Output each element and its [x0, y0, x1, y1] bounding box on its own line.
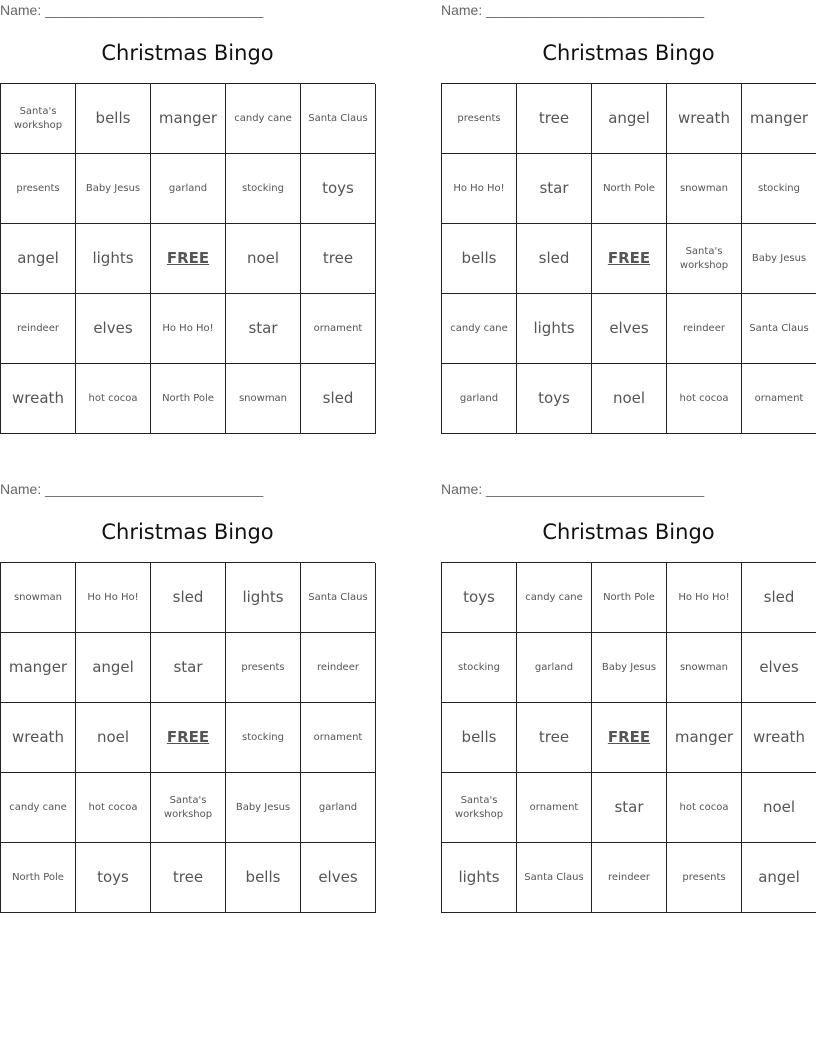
bingo-cell: stocking — [226, 703, 301, 773]
bingo-cell: North Pole — [592, 154, 667, 224]
bingo-cell: garland — [301, 773, 376, 843]
bingo-grid — [441, 83, 816, 434]
bingo-cell: presents — [1, 154, 76, 224]
bingo-cell: elves — [76, 294, 151, 364]
bingo-cell: garland — [151, 154, 226, 224]
bingo-cell: candy cane — [442, 294, 517, 364]
bingo-grid — [0, 83, 375, 434]
bingo-cell: angel — [1, 224, 76, 294]
bingo-cell: Santa's workshop — [151, 773, 226, 843]
card-title: Christmas Bingo — [542, 520, 715, 544]
bingo-cell: stocking — [226, 154, 301, 224]
bingo-cell: reindeer — [592, 843, 667, 913]
bingo-cell: wreath — [742, 703, 816, 773]
bingo-cell: North Pole — [592, 563, 667, 633]
free-space: FREE — [151, 224, 226, 294]
bingo-cell: angel — [76, 633, 151, 703]
bingo-cell: noel — [592, 364, 667, 434]
bingo-cell: wreath — [1, 703, 76, 773]
bingo-cell: elves — [742, 633, 816, 703]
bingo-cell: Santa Claus — [742, 294, 816, 364]
bingo-cell: bells — [226, 843, 301, 913]
bingo-cell: tree — [517, 84, 592, 154]
bingo-cell: lights — [76, 224, 151, 294]
bingo-cell: hot cocoa — [667, 364, 742, 434]
bingo-cell: Baby Jesus — [742, 224, 816, 294]
card-title: Christmas Bingo — [542, 41, 715, 65]
bingo-cell: Santa Claus — [301, 563, 376, 633]
bingo-cell: star — [226, 294, 301, 364]
bingo-cell: wreath — [1, 364, 76, 434]
bingo-cell: lights — [442, 843, 517, 913]
bingo-cell: tree — [517, 703, 592, 773]
bingo-cell: manger — [667, 703, 742, 773]
bingo-cell: tree — [151, 843, 226, 913]
bingo-cell: Baby Jesus — [226, 773, 301, 843]
bingo-cell: toys — [442, 563, 517, 633]
bingo-cell: presents — [226, 633, 301, 703]
bingo-cell: Baby Jesus — [592, 633, 667, 703]
bingo-cell: lights — [517, 294, 592, 364]
free-space: FREE — [151, 703, 226, 773]
bingo-cell: toys — [76, 843, 151, 913]
bingo-cell: noel — [76, 703, 151, 773]
bingo-cell: snowman — [226, 364, 301, 434]
bingo-cell: garland — [517, 633, 592, 703]
bingo-cell: star — [151, 633, 226, 703]
bingo-cell: stocking — [442, 633, 517, 703]
bingo-cell: candy cane — [1, 773, 76, 843]
bingo-cell: noel — [742, 773, 816, 843]
bingo-cell: Ho Ho Ho! — [667, 563, 742, 633]
bingo-cell: toys — [301, 154, 376, 224]
name-line: Name: ____________________________ — [0, 481, 264, 497]
bingo-cell: sled — [517, 224, 592, 294]
bingo-cell: reindeer — [667, 294, 742, 364]
bingo-cell: bells — [76, 84, 151, 154]
bingo-cell: presents — [442, 84, 517, 154]
bingo-cell: manger — [151, 84, 226, 154]
bingo-cell: hot cocoa — [76, 773, 151, 843]
bingo-cell: noel — [226, 224, 301, 294]
bingo-cell: tree — [301, 224, 376, 294]
bingo-cell: bells — [442, 703, 517, 773]
bingo-cell: hot cocoa — [76, 364, 151, 434]
card-title: Christmas Bingo — [101, 41, 274, 65]
bingo-cell: Ho Ho Ho! — [442, 154, 517, 224]
bingo-cell: elves — [301, 843, 376, 913]
free-space: FREE — [592, 703, 667, 773]
bingo-cell: ornament — [517, 773, 592, 843]
bingo-cell: hot cocoa — [667, 773, 742, 843]
bingo-cell: ornament — [301, 703, 376, 773]
bingo-cell: Santa's workshop — [442, 773, 517, 843]
bingo-cell: Ho Ho Ho! — [76, 563, 151, 633]
bingo-cell: star — [592, 773, 667, 843]
bingo-cell: star — [517, 154, 592, 224]
bingo-cell: snowman — [667, 633, 742, 703]
bingo-cell: snowman — [667, 154, 742, 224]
bingo-cell: Santa's workshop — [1, 84, 76, 154]
bingo-cell: Santa's workshop — [667, 224, 742, 294]
bingo-cell: North Pole — [1, 843, 76, 913]
bingo-cell: North Pole — [151, 364, 226, 434]
bingo-cell: reindeer — [301, 633, 376, 703]
bingo-cell: bells — [442, 224, 517, 294]
bingo-cell: angel — [592, 84, 667, 154]
bingo-cell: lights — [226, 563, 301, 633]
bingo-cell: Baby Jesus — [76, 154, 151, 224]
bingo-cell: Ho Ho Ho! — [151, 294, 226, 364]
bingo-cell: snowman — [1, 563, 76, 633]
bingo-cell: garland — [442, 364, 517, 434]
bingo-cell: stocking — [742, 154, 816, 224]
bingo-cell: sled — [742, 563, 816, 633]
name-line: Name: ____________________________ — [441, 2, 705, 18]
bingo-cell: ornament — [742, 364, 816, 434]
bingo-cell: sled — [301, 364, 376, 434]
bingo-cell: angel — [742, 843, 816, 913]
card-title: Christmas Bingo — [101, 520, 274, 544]
bingo-cell: sled — [151, 563, 226, 633]
bingo-cell: manger — [1, 633, 76, 703]
bingo-cell: candy cane — [226, 84, 301, 154]
bingo-cell: elves — [592, 294, 667, 364]
bingo-grid — [441, 562, 816, 913]
bingo-cell: ornament — [301, 294, 376, 364]
bingo-grid — [0, 562, 375, 913]
bingo-cell: toys — [517, 364, 592, 434]
bingo-cell: wreath — [667, 84, 742, 154]
bingo-cell: Santa Claus — [301, 84, 376, 154]
name-line: Name: ____________________________ — [0, 2, 264, 18]
bingo-cell: reindeer — [1, 294, 76, 364]
bingo-cell: manger — [742, 84, 816, 154]
bingo-cell: candy cane — [517, 563, 592, 633]
bingo-cell: presents — [667, 843, 742, 913]
free-space: FREE — [592, 224, 667, 294]
bingo-cell: Santa Claus — [517, 843, 592, 913]
name-line: Name: ____________________________ — [441, 481, 705, 497]
